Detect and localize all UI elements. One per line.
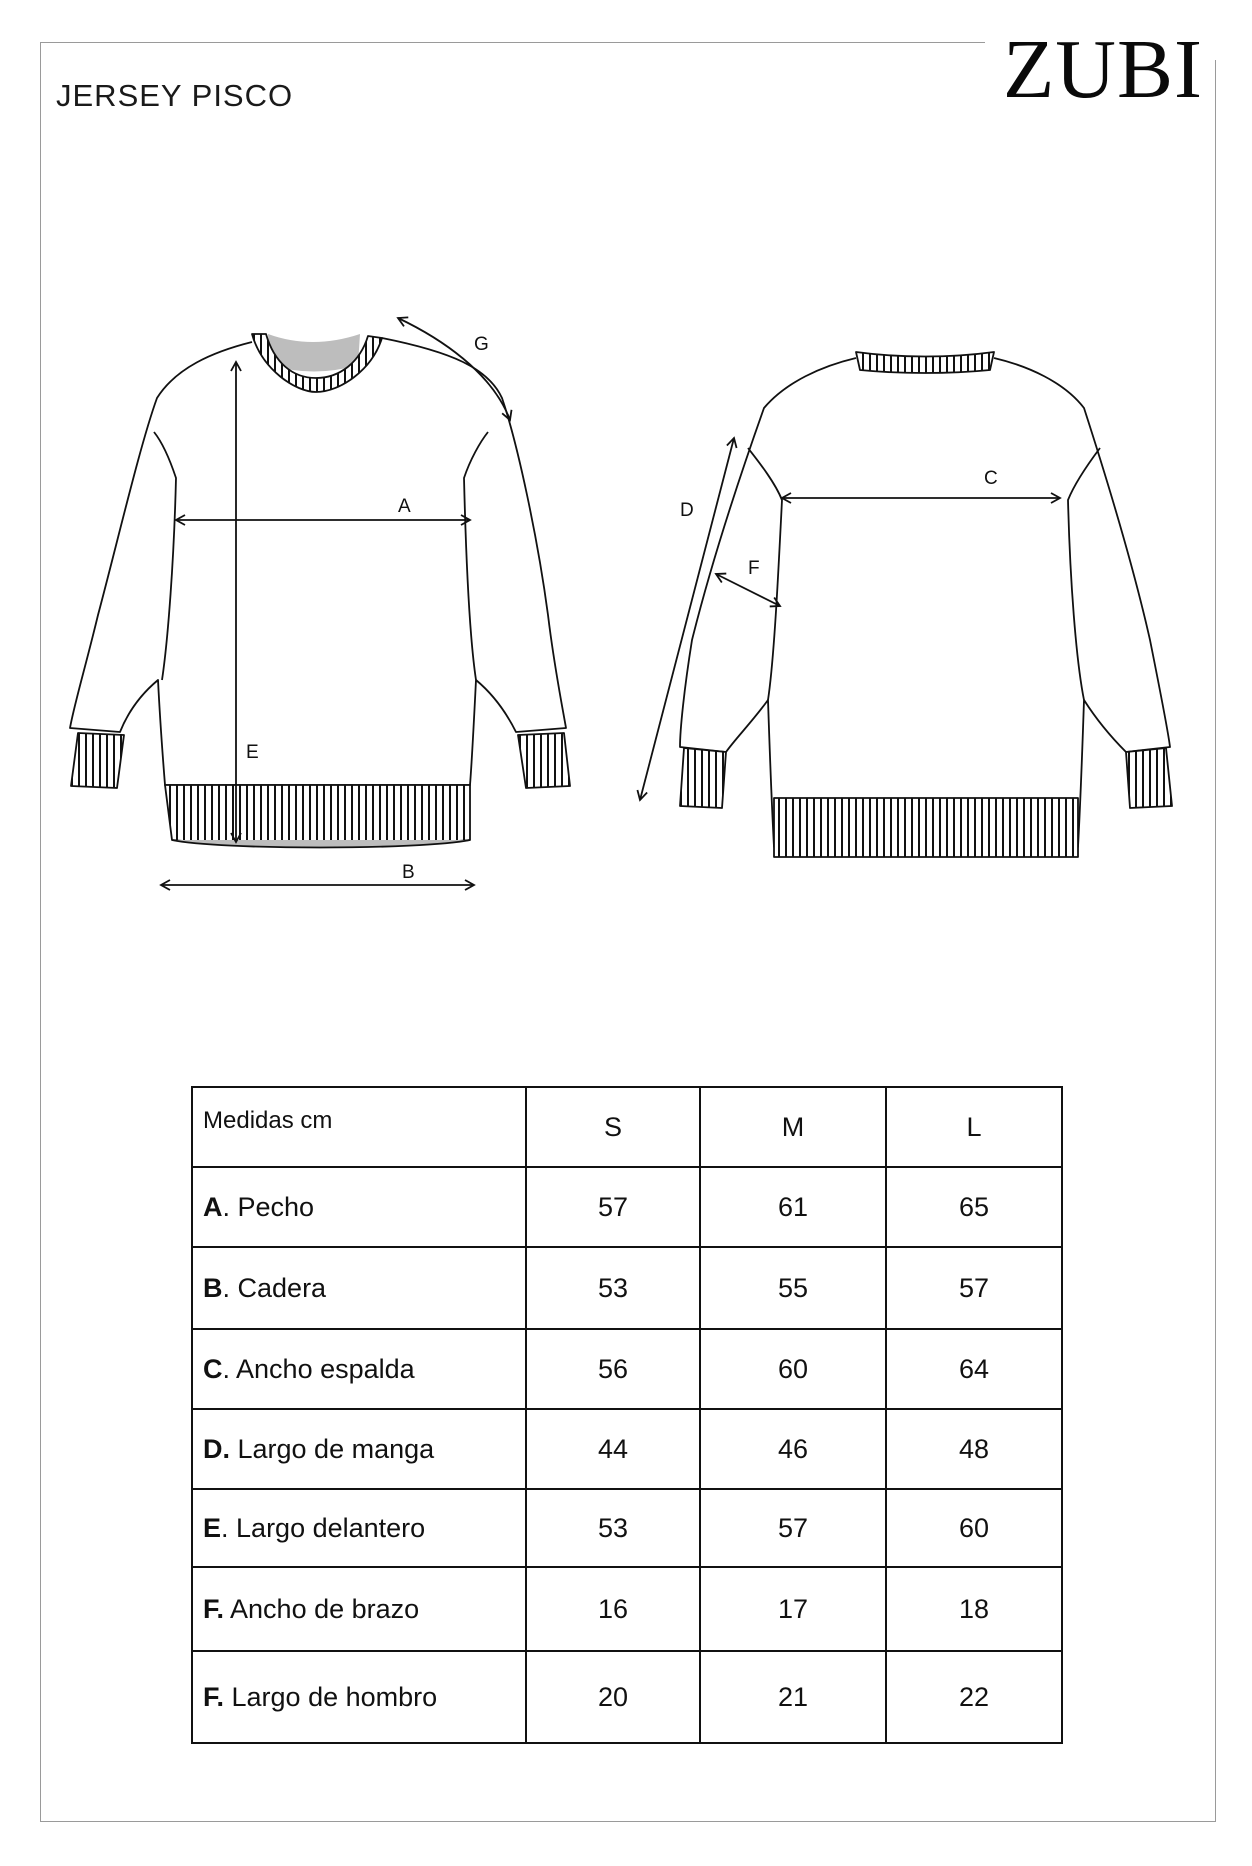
cell-s: 56: [526, 1329, 700, 1409]
back-right-cuff: [1126, 748, 1172, 808]
cell-s: 53: [526, 1247, 700, 1329]
row-label: [192, 1567, 526, 1651]
cell-m: 46: [700, 1409, 886, 1489]
front-right-sleeve-seam: [464, 432, 488, 680]
back-neckband: [856, 352, 994, 373]
row-label: [192, 1651, 526, 1743]
size-table-header: [192, 1087, 1062, 1167]
label-c: C: [984, 468, 998, 489]
cell-m: 55: [700, 1247, 886, 1329]
cell-l: 65: [886, 1167, 1062, 1247]
back-hem-band: [774, 798, 1078, 857]
row-separator: .: [221, 1512, 229, 1543]
back-left-cuff: [680, 748, 726, 808]
cell-l: 18: [886, 1567, 1062, 1651]
page-title: JERSEY PISCO: [56, 78, 294, 113]
cell-s: 44: [526, 1409, 700, 1489]
row-label: [192, 1329, 526, 1409]
back-measurements: [640, 438, 1060, 800]
cell-l: 60: [886, 1489, 1062, 1567]
arrow-d: [640, 438, 734, 800]
cell-l: 22: [886, 1651, 1062, 1743]
table-row: [192, 1489, 1062, 1567]
cell-l: 57: [886, 1247, 1062, 1329]
row-letter: F.: [203, 1593, 225, 1624]
row-letter: D.: [203, 1433, 230, 1464]
row-letter: A: [203, 1191, 223, 1222]
row-name: Ancho espalda: [230, 1353, 415, 1384]
row-letter: C: [203, 1353, 223, 1384]
header-size-m: M: [700, 1087, 886, 1167]
header-label: Medidas cm: [192, 1087, 526, 1167]
front-hem-curve: [172, 840, 470, 848]
table-row: [192, 1567, 1062, 1651]
header-size-s: S: [526, 1087, 700, 1167]
label-b: B: [402, 862, 415, 883]
cell-l: 48: [886, 1409, 1062, 1489]
row-separator: .: [222, 1353, 231, 1384]
front-hem-band: [165, 785, 470, 844]
row-letter: F.: [203, 1681, 225, 1712]
front-right-cuff: [518, 733, 570, 788]
cell-m: 60: [700, 1329, 886, 1409]
row-label: [192, 1247, 526, 1329]
row-name: Ancho de brazo: [224, 1593, 420, 1624]
label-e: E: [246, 742, 259, 763]
row-label: [192, 1489, 526, 1567]
label-a: A: [398, 496, 411, 517]
front-left-cuff: [71, 733, 124, 788]
brand-logo: ZUBI: [1003, 23, 1203, 116]
cell-m: 17: [700, 1567, 886, 1651]
row-name: Largo delantero: [228, 1512, 426, 1543]
front-view: [70, 334, 570, 848]
cell-l: 64: [886, 1329, 1062, 1409]
cell-s: 20: [526, 1651, 700, 1743]
back-right-sleeve-seam: [1068, 448, 1100, 700]
row-name: Largo de manga: [230, 1433, 435, 1464]
arrow-g: [398, 318, 510, 420]
label-d: D: [680, 500, 694, 521]
table-row: [192, 1167, 1062, 1247]
header-size-l: L: [886, 1087, 1062, 1167]
row-label: [192, 1167, 526, 1247]
table-row: [192, 1651, 1062, 1743]
row-letter: B: [203, 1272, 223, 1303]
row-separator: .: [222, 1191, 231, 1222]
table-row: [192, 1329, 1062, 1409]
label-g: G: [474, 334, 489, 355]
row-name: Cadera: [230, 1272, 327, 1303]
back-view: [680, 352, 1172, 857]
front-body-outline: [70, 338, 566, 785]
cell-s: 57: [526, 1167, 700, 1247]
label-f: F: [748, 558, 760, 579]
cell-s: 53: [526, 1489, 700, 1567]
table-row: [192, 1409, 1062, 1489]
front-left-sleeve-seam: [154, 432, 176, 680]
back-body-outline: [680, 358, 1170, 847]
row-label: [192, 1409, 526, 1489]
cell-m: 57: [700, 1489, 886, 1567]
row-name: Largo de hombro: [224, 1681, 438, 1712]
table-row: [192, 1247, 1062, 1329]
size-table: [191, 1086, 1063, 1744]
cell-m: 21: [700, 1651, 886, 1743]
cell-m: 61: [700, 1167, 886, 1247]
row-letter: E: [203, 1512, 222, 1543]
row-name: Pecho: [230, 1191, 315, 1222]
cell-s: 16: [526, 1567, 700, 1651]
row-separator: .: [222, 1272, 231, 1303]
